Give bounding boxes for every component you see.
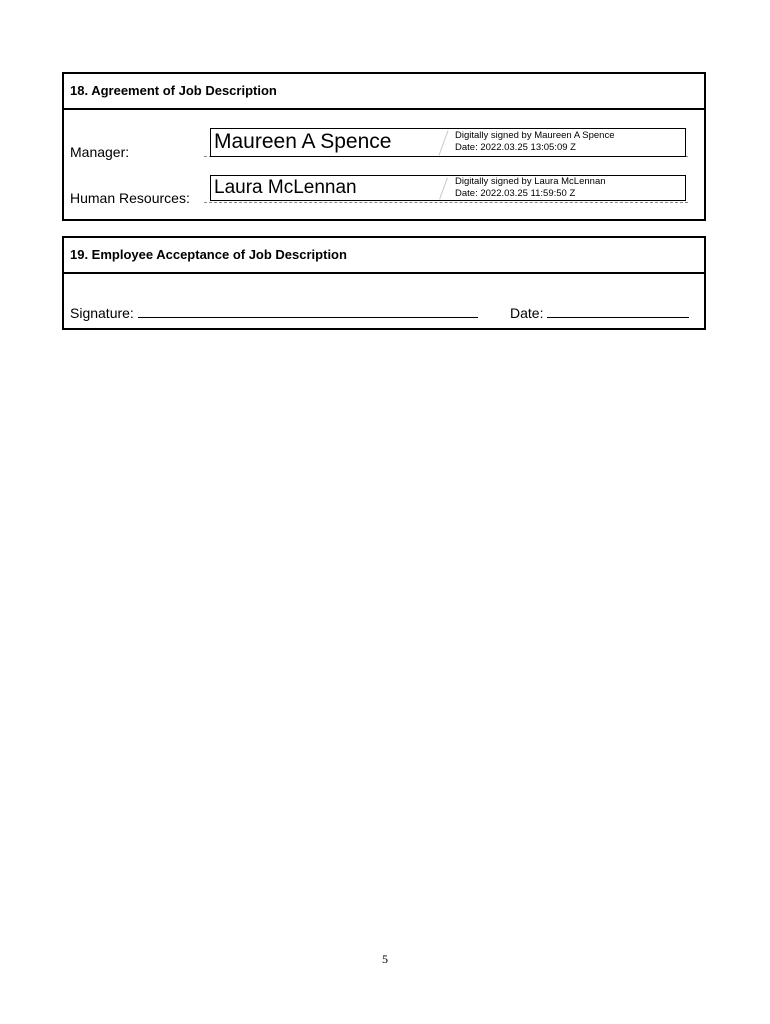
hr-signature-name: Laura McLennan	[214, 177, 357, 198]
manager-signed-date: Date: 2022.03.25 13:05:09 Z	[455, 141, 576, 153]
hr-signed-by: Digitally signed by Laura McLennan	[455, 176, 606, 187]
date-row	[510, 305, 689, 321]
hr-label: Human Resources:	[70, 190, 190, 206]
hr-signature-field[interactable]	[210, 175, 686, 201]
date-label: Date:	[510, 305, 544, 321]
employee-signature-field[interactable]	[138, 305, 478, 318]
hr-signature-line	[204, 202, 688, 203]
signature-row	[70, 305, 478, 321]
hr-signed-date: Date: 2022.03.25 11:59:50 Z	[455, 187, 576, 199]
manager-label: Manager:	[70, 144, 130, 160]
signature-separator-mark	[439, 178, 448, 200]
employee-acceptance-section	[62, 236, 706, 330]
manager-signed-by: Digitally signed by Maureen A Spence	[455, 130, 615, 141]
manager-signature-name: Maureen A Spence	[214, 130, 392, 153]
manager-signature-details	[455, 130, 615, 153]
signature-separator-mark	[439, 131, 449, 156]
page-number: 5	[382, 952, 388, 966]
employee-date-field[interactable]	[547, 305, 689, 318]
signature-label: Signature:	[70, 305, 134, 321]
agreement-section-title: 18. Agreement of Job Description	[64, 74, 704, 110]
employee-acceptance-title: 19. Employee Acceptance of Job Description	[64, 238, 704, 274]
hr-signature-details	[455, 176, 606, 199]
manager-signature-field[interactable]	[210, 128, 686, 157]
agreement-section	[62, 72, 706, 221]
